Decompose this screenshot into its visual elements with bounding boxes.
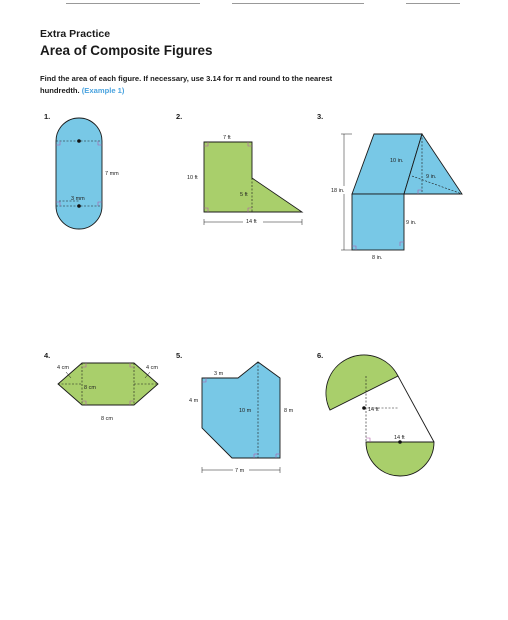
label-radius: 3 mm xyxy=(71,196,85,202)
student-info-line xyxy=(0,0,508,6)
label-lower: 14 ft xyxy=(394,435,405,441)
problem-number-1: 1. xyxy=(44,112,51,121)
right-angle-mark xyxy=(366,438,370,442)
name-blank xyxy=(66,3,200,4)
label-upper: 14 ft xyxy=(368,407,379,413)
figure-3-composite xyxy=(328,128,468,264)
square-shape xyxy=(352,194,404,250)
figure-1-stadium xyxy=(50,112,119,232)
label-bottom: 8 in. xyxy=(372,255,383,261)
problem-number-4: 4. xyxy=(44,351,51,360)
date-blank xyxy=(232,3,364,4)
label-left: 10 ft xyxy=(187,175,198,181)
label-height: 18 in. xyxy=(331,188,345,194)
label-square-side: 9 in. xyxy=(406,220,417,226)
label-side: 7 mm xyxy=(105,171,119,177)
label-inner: 8 cm xyxy=(84,385,96,391)
label-top: 7 ft xyxy=(223,135,231,141)
figure-6-semicircles xyxy=(328,370,440,480)
label-right-slant: 4 cm xyxy=(146,365,158,371)
page-title: Area of Composite Figures xyxy=(40,43,213,58)
upper-center-dot xyxy=(362,406,366,410)
problem-number-2: 2. xyxy=(176,112,183,121)
label-left-slant: 4 cm xyxy=(57,365,69,371)
period-blank xyxy=(406,3,460,4)
label-bottom: 14 ft xyxy=(246,219,257,225)
label-right: 8 m xyxy=(284,408,294,414)
polygon-shape xyxy=(204,142,302,212)
name-label xyxy=(40,0,62,1)
problem-number-5: 5. xyxy=(176,351,183,360)
label-middle: 5 ft xyxy=(240,192,248,198)
stadium-shape xyxy=(56,118,102,229)
diameter-line xyxy=(398,376,434,442)
upper-semicircle xyxy=(326,355,398,410)
example-link[interactable]: (Example 1) xyxy=(81,86,125,95)
problem-number-3: 3. xyxy=(317,112,324,121)
label-tri-height: 9 in. xyxy=(426,174,437,180)
figure-5-composite xyxy=(188,358,300,480)
period-label xyxy=(370,0,400,1)
instructions-text: Find the area of each figure. If necessary, use 3.14 for π and round to the nearest hundredth. xyxy=(40,74,333,95)
label-middle: 10 m xyxy=(239,408,252,414)
worksheet-header xyxy=(40,28,213,58)
page-subtitle: Extra Practice xyxy=(40,28,111,40)
label-left: 4 m xyxy=(189,398,199,404)
date-label xyxy=(206,0,226,1)
label-top: 3 m xyxy=(214,371,224,377)
instructions xyxy=(40,73,370,97)
label-slant: 10 in. xyxy=(390,158,404,164)
figure-4-hexagon xyxy=(52,356,164,426)
lower-semicircle xyxy=(366,442,434,476)
problem-number-6: 6. xyxy=(317,351,324,360)
label-bottom: 8 cm xyxy=(101,416,113,422)
label-bottom: 7 m xyxy=(235,468,245,474)
figure-2-polygon xyxy=(186,130,316,230)
